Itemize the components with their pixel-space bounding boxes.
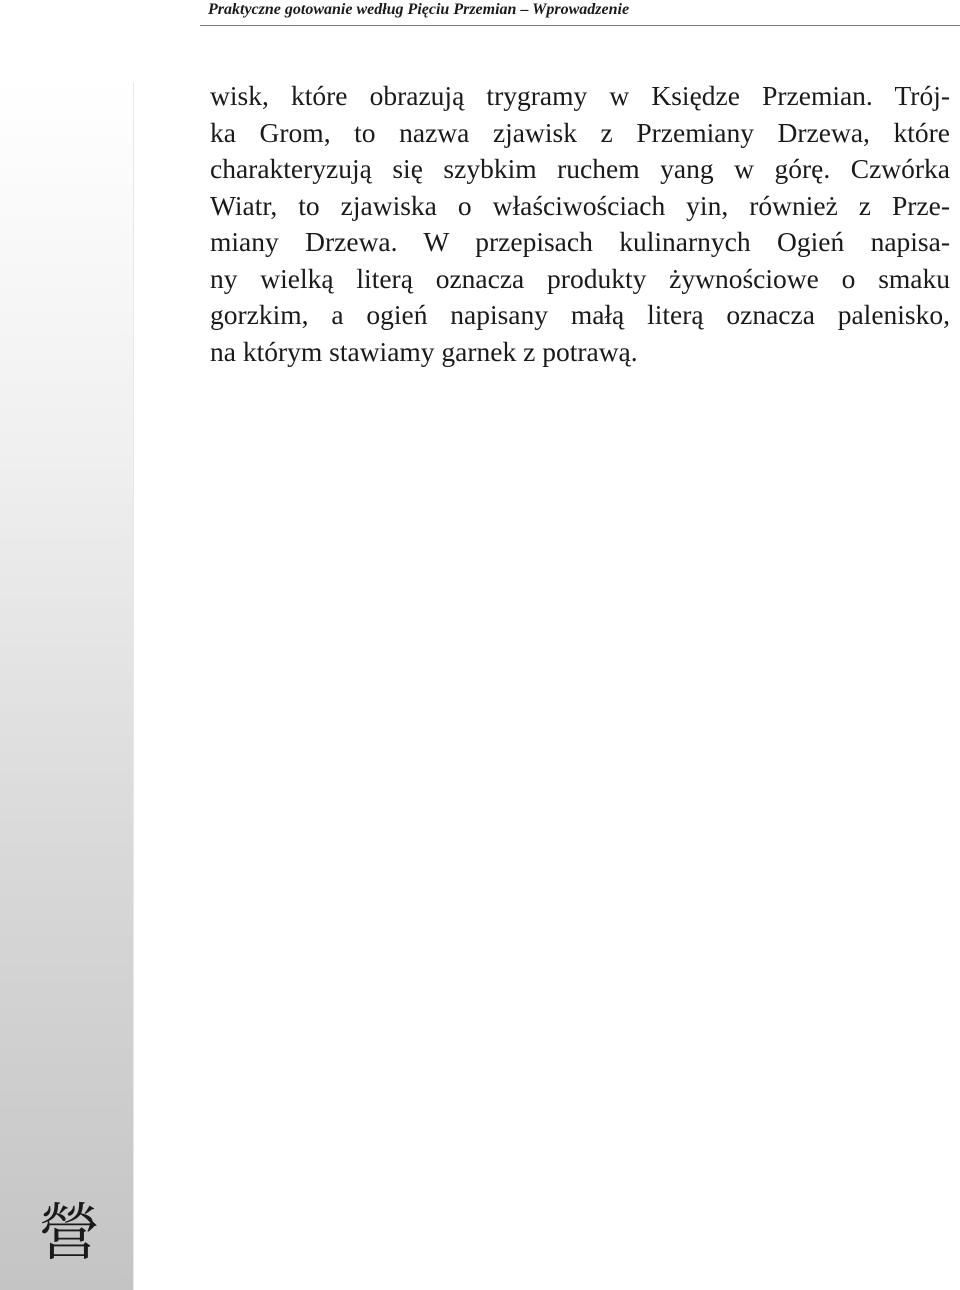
header-rule bbox=[200, 25, 960, 26]
paragraph-line: ka Grom, to nazwa zjawisk z Przemiany Drzewa, które bbox=[210, 116, 950, 148]
kanji-glyph: 營 bbox=[38, 1196, 101, 1269]
paragraph-line: ny wielką literą oznacza produkty żywnościowe o smaku bbox=[210, 262, 950, 294]
paragraph-line: wisk, które obrazują trygramy w Księdze Przemian. Trój- bbox=[210, 80, 950, 111]
side-band bbox=[0, 82, 134, 1290]
paragraph-line: gorzkim, a ogień napisany małą literą oznacza palenisko, bbox=[210, 299, 950, 330]
paragraph-line: miany Drzewa. W przepisach kulinarnych Ogień napisa- bbox=[210, 226, 950, 257]
running-header bbox=[0, 0, 960, 27]
running-title: Praktyczne gotowanie według Pięciu Przemian – Wprowadzenie bbox=[208, 1, 630, 18]
paragraph-line: charakteryzują się szybkim ruchem yang w górę. Czwórka bbox=[210, 153, 950, 184]
body-paragraph bbox=[210, 78, 950, 370]
paragraph-line: Wiatr, to zjawiska o właściwościach yin, również z Prze- bbox=[210, 189, 950, 221]
side-band-edge bbox=[133, 82, 134, 1290]
paragraph-line: na którym stawiamy garnek z potrawą. bbox=[210, 335, 638, 367]
